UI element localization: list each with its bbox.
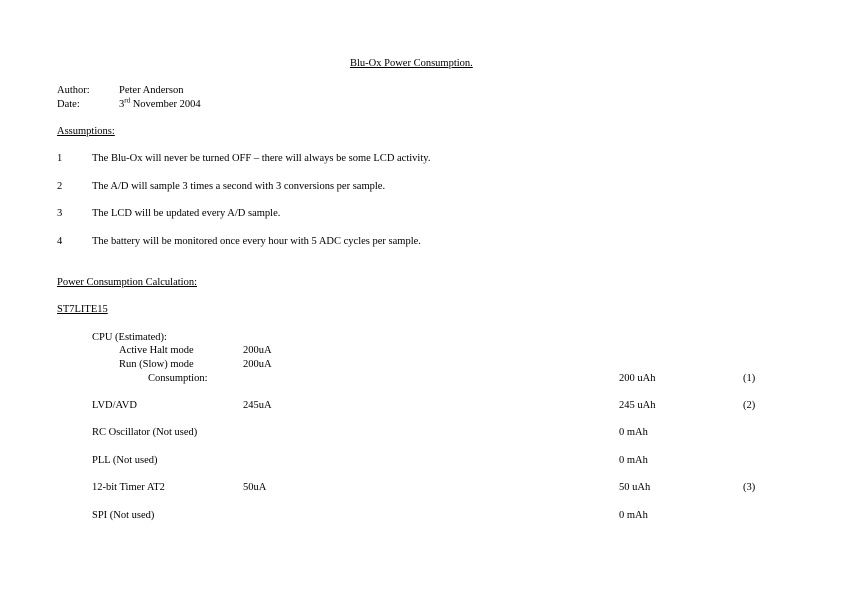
assumption-text: The battery will be monitored once every hour with 5 ADC cycles per sample.: [92, 236, 421, 247]
row-label: SPI (Not used): [92, 510, 155, 521]
assumption-number: 4: [57, 236, 63, 247]
assumption-text: The Blu-Ox will never be turned OFF – there will always be some LCD activity.: [92, 153, 431, 164]
document-title: Blu-Ox Power Consumption.: [350, 58, 473, 69]
row-label: RC Oscillator (Not used): [92, 427, 198, 438]
row-label: LVD/AVD: [92, 400, 137, 411]
author-label: Author:: [57, 85, 90, 96]
date-rest: November 2004: [130, 99, 201, 110]
active-halt-label: Active Halt mode: [119, 345, 194, 356]
calculation-heading: Power Consumption Calculation:: [57, 277, 197, 288]
assumption-text: The LCD will be updated every A/D sample.: [92, 208, 281, 219]
assumption-number: 1: [57, 153, 63, 164]
device-heading: ST7LITE15: [57, 304, 108, 315]
cpu-consumption-label: Consumption:: [148, 373, 208, 384]
active-halt-value: 200uA: [243, 345, 272, 356]
date-value: [119, 96, 201, 111]
row-note: (2): [743, 400, 756, 411]
assumption-number: 2: [57, 181, 63, 192]
cpu-note: (1): [743, 373, 756, 384]
date-day: 3: [119, 99, 125, 110]
row-label: 12-bit Timer AT2: [92, 482, 165, 493]
author-value: Peter Anderson: [119, 85, 184, 96]
assumption-text: The A/D will sample 3 times a second with 3 conversions per sample.: [92, 181, 386, 192]
row-consumption: 245 uAh: [619, 400, 656, 411]
row-current: 245uA: [243, 400, 272, 411]
cpu-consumption-value: 200 uAh: [619, 373, 656, 384]
row-consumption: 0 mAh: [619, 455, 648, 466]
row-consumption: 0 mAh: [619, 510, 648, 521]
cpu-label: CPU (Estimated):: [92, 332, 167, 343]
date-label: Date:: [57, 99, 80, 110]
row-note: (3): [743, 482, 756, 493]
run-mode-label: Run (Slow) mode: [119, 359, 194, 370]
row-current: 50uA: [243, 482, 267, 493]
run-mode-value: 200uA: [243, 359, 272, 370]
row-consumption: 0 mAh: [619, 427, 648, 438]
row-consumption: 50 uAh: [619, 482, 651, 493]
row-label: PLL (Not used): [92, 455, 158, 466]
date-suffix: rd: [124, 96, 131, 105]
assumptions-heading: Assumptions:: [57, 126, 115, 137]
assumption-number: 3: [57, 208, 63, 219]
